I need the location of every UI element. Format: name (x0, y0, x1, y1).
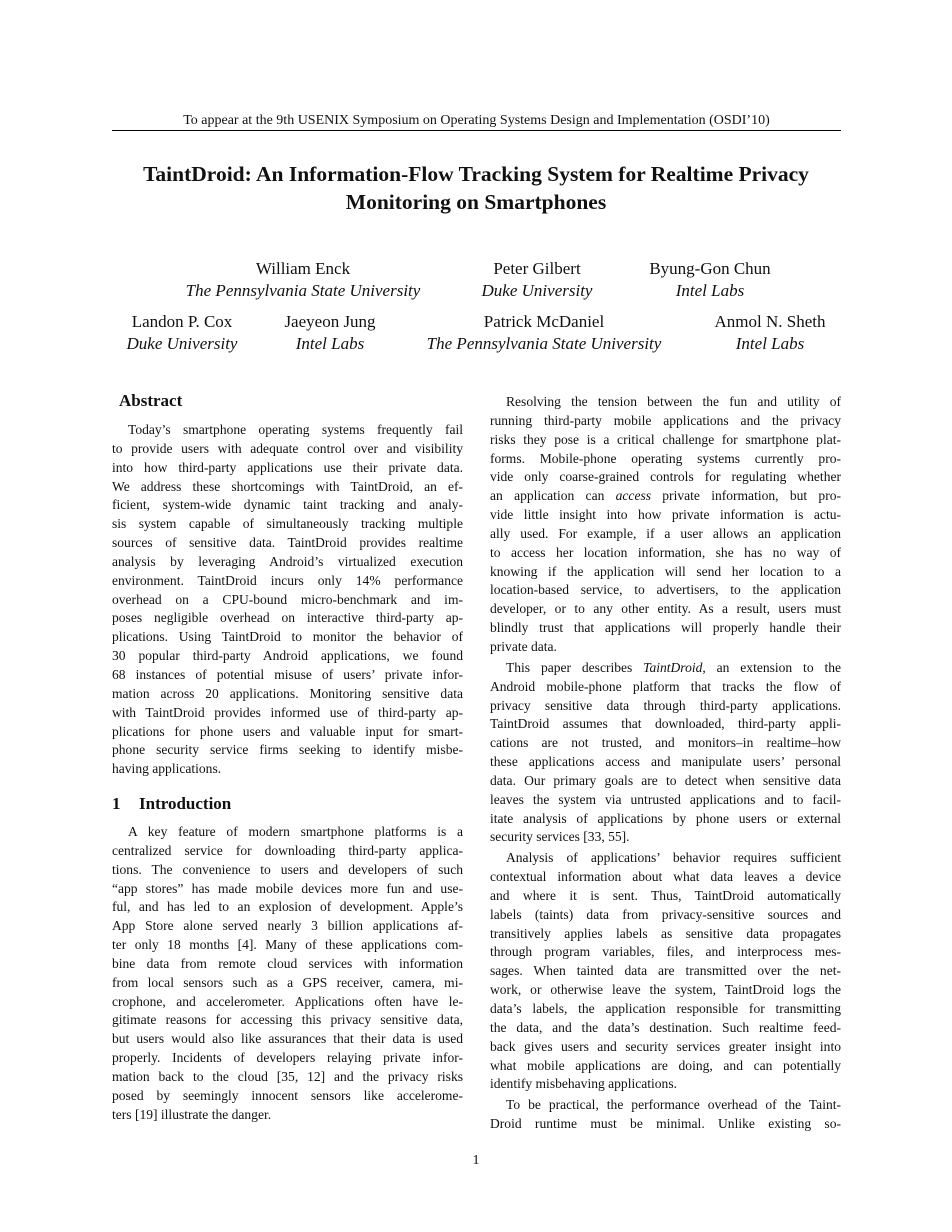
text-line: environment. TaintDroid incurs only 14% performance (112, 572, 463, 588)
author-name: Byung-Gon Chun (649, 259, 771, 278)
text-line: mation across 20 applications. Monitoring sensitive data (112, 685, 463, 701)
text-line: having applications. (112, 761, 222, 777)
header-rule (112, 130, 841, 131)
author-affiliation: Intel Labs (735, 334, 805, 353)
text-line: data’s labels, the application responsible for transmitting (490, 1001, 841, 1016)
text-line: “app stores” has made mobile devices more fun and use- (112, 880, 463, 896)
text-line: mation back to the cloud [35, 12] and the privacy risks (112, 1069, 463, 1084)
text-line: location-based service, to advertisers, to the application (490, 582, 841, 598)
author (715, 311, 826, 355)
text-line: gitimate reasons for accessing this privacy sensitive data, (112, 1012, 463, 1028)
author-affiliation: The Pennsylvania State University (185, 281, 421, 300)
text-line: sources of sensitive data. TaintDroid provides realtime (112, 535, 463, 551)
author (186, 258, 421, 302)
text-line: data. Our primary goals are to detect when sensitive data (490, 772, 841, 788)
text-line: leaves the system via untrusted applications and to facil- (490, 791, 841, 807)
text-line: Resolving the tension between the fun and utility of (506, 394, 841, 409)
text-line: bine data from remote cloud services with information (112, 955, 463, 971)
text-line: vide little insight into how private information is actu- (490, 507, 841, 523)
intro-paragraph (112, 823, 463, 1125)
paper-title-line-2: Monitoring on Smartphones (345, 190, 607, 214)
text-line: what mobile applications are doing, and can potentially (490, 1057, 841, 1073)
text-line: plications. Using TaintDroid to monitor the behavior of (112, 629, 463, 645)
paper-title (80, 160, 872, 216)
text-line: running third-party mobile applications and the privacy (490, 412, 841, 428)
text-line: tions. The convenience to users and developers of such (112, 861, 463, 877)
text-line: forms. Mobile-phone operating systems currently pro- (490, 450, 841, 466)
text-line: sis system capable of simultaneously tracking multiple (112, 516, 463, 532)
paper-title-line-1: TaintDroid: An Information-Flow Tracking System for Realtime Privacy (143, 162, 809, 186)
text-line: knowing if the application will send her location to a (490, 563, 841, 579)
text-line: posed by seemingly innocent sensors like accelerome- (112, 1087, 463, 1103)
text-line: into how third-party applications use their private data. (112, 459, 463, 475)
text-line: from local sensors such as a GPS receiver, camera, mi- (112, 974, 463, 990)
section-title: Introduction (139, 794, 232, 814)
author (649, 258, 770, 302)
text-line: 30 popular third-party Android applications, we found (112, 648, 463, 664)
header-note: To appear at the 9th USENIX Symposium on Operating Systems Design and Implementation (OSDI’10) (183, 113, 770, 128)
page-number: 1 (472, 1153, 480, 1168)
author (482, 258, 593, 302)
text-line: privacy sensitive data through third-party applications. (490, 697, 841, 713)
text-line: To be practical, the performance overhead of the Taint- (506, 1097, 841, 1113)
text-line: ters [19] illustrate the danger. (112, 1106, 272, 1122)
text-line: but users would also like assurances that their data is used (112, 1031, 463, 1047)
text-line: itate analysis of applications by phone users or external (490, 810, 841, 826)
text-line: Today’s smartphone operating systems frequently fail (128, 422, 463, 437)
abstract-heading: Abstract (119, 391, 183, 410)
text-line: identify misbehaving applications. (490, 1076, 677, 1092)
left-column (112, 390, 463, 1127)
section-number: 1 (112, 794, 121, 814)
text-line: 68 instances of potential misuse of users’ private infor- (112, 666, 463, 682)
text-line: A key feature of modern smartphone platforms is a (128, 824, 463, 840)
text-line: an application can access private information, but pro- (490, 488, 841, 504)
text-line: ful, and has led to an explosion of development. Apple’s (112, 899, 463, 915)
author-name: Patrick McDaniel (483, 312, 605, 331)
text-line: the data, and the data’s destination. Such realtime feed- (490, 1019, 841, 1035)
text-line: private data. (490, 638, 557, 654)
text-line: back gives users and security services greater insight into (490, 1038, 841, 1054)
text-line: phone security service firms seeking to identify misbe- (112, 742, 463, 758)
text-line: security services [33, 55]. (490, 829, 630, 845)
intro-paragraph (490, 849, 841, 1094)
author-name: William Enck (255, 259, 351, 278)
text-line: risks they pose is a critical challenge for smartphone plat- (490, 431, 841, 447)
author-name: Anmol N. Sheth (714, 312, 826, 331)
author-affiliation: The Pennsylvania State University (426, 334, 662, 353)
author-affiliation: Intel Labs (675, 281, 745, 300)
text-line: and where it is sent. Thus, TaintDroid automatically (490, 887, 841, 903)
text-line: blindly trust that applications will properly handle their (490, 620, 841, 636)
text-line: poses negligible overhead on interactive third-party ap- (112, 610, 463, 626)
text-line: cations are not trusted, and monitors–in realtime–how (490, 735, 841, 751)
author-affiliation: Duke University (481, 281, 593, 300)
text-line: these applications access and manipulate users’ personal (490, 754, 841, 770)
author-name: Jaeyeon Jung (284, 312, 376, 331)
text-line: to provide users with adequate control over and visibility (112, 440, 463, 456)
author-name: Peter Gilbert (493, 259, 581, 278)
text-line: overhead on a CPU-bound micro-benchmark and im- (112, 591, 463, 607)
text-line: developer, or to any other entity. As a result, users must (490, 601, 841, 617)
text-line: vide only coarse-grained controls for regulating whether (490, 469, 841, 485)
author-affiliation: Duke University (126, 334, 238, 353)
text-line: sages. When tainted data are transmitted over the net- (490, 963, 841, 979)
text-line: Droid runtime must be minimal. Unlike existing so- (490, 1116, 841, 1132)
author-name: Landon P. Cox (131, 312, 233, 331)
text-line: ter only 18 months [4]. Many of these applications com- (112, 937, 463, 953)
text-line: We address these shortcomings with TaintDroid, an ef- (112, 478, 463, 494)
text-line: Analysis of applications’ behavior requires sufficient (506, 850, 841, 866)
text-line: TaintDroid assumes that downloaded, third-party appli- (490, 716, 841, 732)
section-heading-introduction (112, 793, 463, 815)
right-column (490, 393, 841, 1136)
text-line: analysis by leveraging Android’s virtualized execution (112, 553, 463, 569)
text-line: ally used. For example, if a user allows an application (490, 525, 841, 541)
text-line: App Store alone served nearly 3 billion applications af- (112, 918, 463, 934)
text-line: Android mobile-phone platform that tracks the flow of (490, 678, 841, 694)
author (427, 311, 662, 355)
text-line: ficient, system-wide dynamic taint tracking and analy- (112, 497, 463, 513)
intro-paragraph (490, 659, 841, 847)
abstract-paragraph (112, 421, 463, 779)
text-line: contextual information about what data leaves a device (490, 869, 841, 885)
text-line: plications for phone users and valuable input for smart- (112, 723, 463, 739)
text-line: properly. Incidents of developers relaying private infor- (112, 1050, 463, 1066)
author (127, 311, 238, 355)
text-line: to access her location information, she has no way of (490, 544, 841, 560)
intro-paragraph (490, 393, 841, 657)
text-line: crophone, and accelerometer. Applications often have le- (112, 993, 463, 1009)
text-line: This paper describes TaintDroid, an extension to the (506, 659, 842, 675)
text-line: through program variables, files, and interprocess mes- (490, 944, 841, 960)
author (284, 311, 375, 355)
text-line: with TaintDroid provides informed use of third-party ap- (112, 704, 463, 720)
text-line: work, or otherwise leave the system, TaintDroid logs the (490, 982, 841, 998)
intro-paragraph (490, 1096, 841, 1134)
text-line: labels (taints) data from privacy-sensitive sources and (490, 906, 841, 922)
text-line: centralized service for downloading third-party applica- (112, 842, 463, 858)
author-affiliation: Intel Labs (295, 334, 365, 353)
text-line: transitively applies labels as sensitive data propagates (490, 925, 841, 941)
